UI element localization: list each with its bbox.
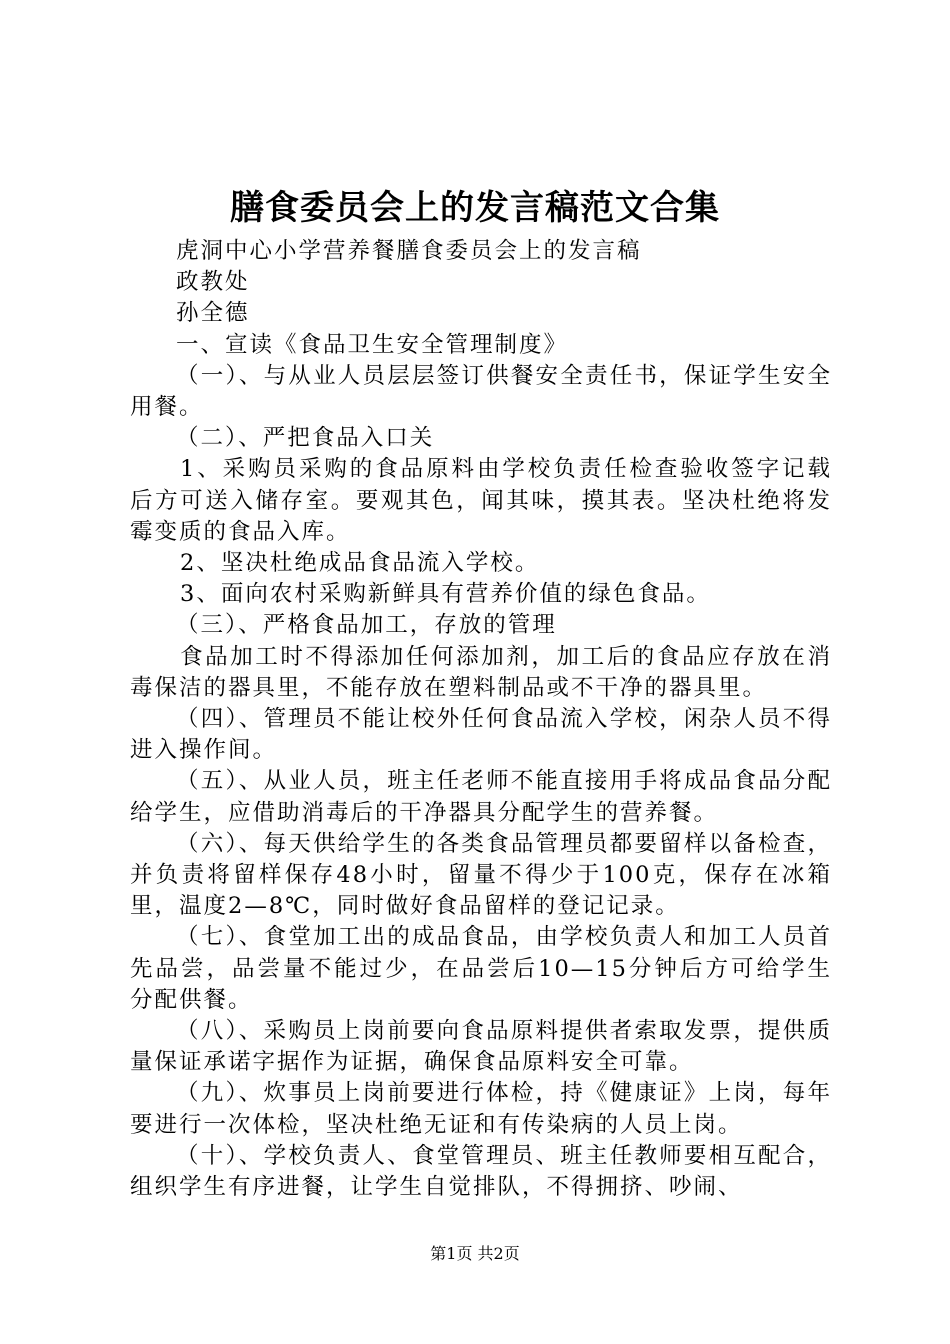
paragraph-author: 孙全德 xyxy=(176,300,250,327)
paragraph-item-4: （四）、管理员不能让校外任何食品流入学校，闲杂人员不得进入操作间。 xyxy=(130,706,832,764)
paragraph-item-8: （八）、采购员上岗前要向食品原料提供者索取发票，提供质量保证承诺字据作为证据，确保食品原料安全可靠。 xyxy=(130,1018,832,1076)
paragraph-item-3-detail: 食品加工时不得添加任何添加剂，加工后的食品应存放在消毒保洁的器具里，不能存放在塑料制品或不干净的器具里。 xyxy=(130,643,832,701)
paragraph-item-6: （六）、每天供给学生的各类食品管理员都要留样以备检查，并负责将留样保存48小时，留量不得少于100克，保存在冰箱里，温度2—8℃，同时做好食品留样的登记记录。 xyxy=(130,830,832,920)
paragraph-sub-2: 2、坚决杜绝成品食品流入学校。 xyxy=(180,550,540,577)
paragraph-sub-3: 3、面向农村采购新鲜具有营养价值的绿色食品。 xyxy=(180,581,711,608)
paragraph-item-1: （一）、与从业人员层层签订供餐安全责任书，保证学生安全用餐。 xyxy=(130,362,832,421)
paragraph-item-2: （二）、严把食品入口关 xyxy=(176,425,435,452)
paragraph-item-5: （五）、从业人员，班主任老师不能直接用手将成品食品分配给学生，应借助消毒后的干净器具分配学生的营养餐。 xyxy=(130,768,832,826)
paragraph-school-heading: 虎洞中心小学营养餐膳食委员会上的发言稿 xyxy=(176,238,642,264)
page-number-footer: 第1页 共2页 xyxy=(430,1244,520,1263)
paragraph-item-3: （三）、严格食品加工，存放的管理 xyxy=(176,612,557,639)
paragraph-item-10: （十）、学校负责人、食堂管理员、班主任教师要相互配合，组织学生有序进餐，让学生自觉排队，不得拥挤、吵闹、 xyxy=(130,1142,832,1201)
paragraph-section-one: 一、宣读《食品卫生安全管理制度》 xyxy=(176,331,569,358)
document-body xyxy=(130,236,832,1203)
paragraph-item-7: （七）、食堂加工出的成品食品，由学校负责人和加工人员首先品尝，品尝量不能过少，在品尝后10—15分钟后方可给学生分配供餐。 xyxy=(130,924,832,1013)
paragraph-department: 政教处 xyxy=(176,269,250,296)
paragraph-item-9: （九）、炊事员上岗前要进行体检，持《健康证》上岗，每年要进行一次体检，坚决杜绝无证和有传染病的人员上岗。 xyxy=(130,1080,832,1138)
paragraph-sub-1: 1、采购员采购的食品原料由学校负责任检查验收签字记载后方可送入储存室。要观其色，闻其味，摸其表。坚决杜绝将发霉变质的食品入库。 xyxy=(130,456,832,545)
document-title: 膳食委员会上的发言稿范文合集 xyxy=(230,188,720,228)
